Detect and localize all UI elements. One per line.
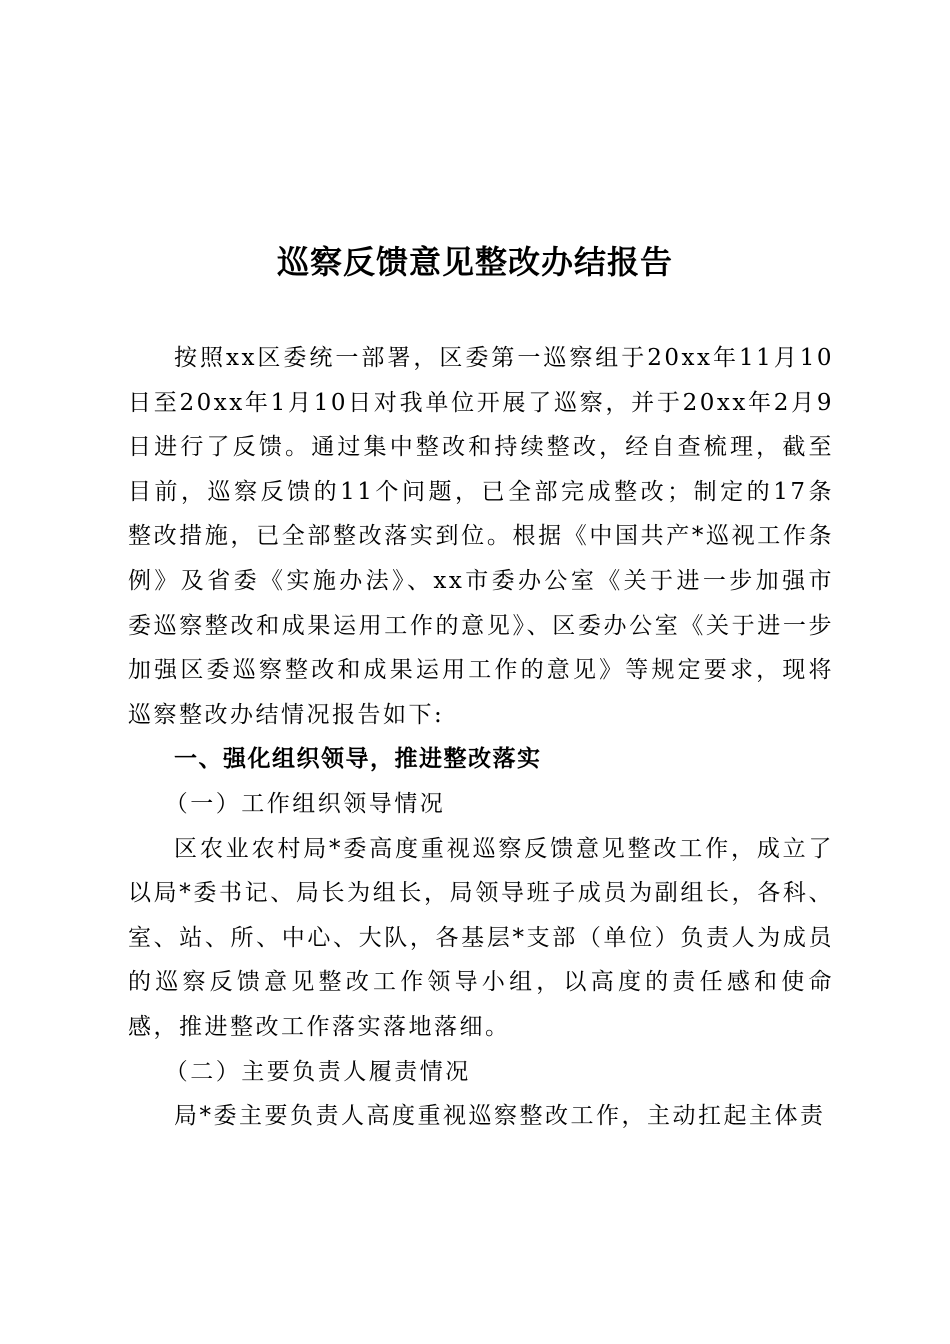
section-1-heading: 一、强化组织领导，推进整改落实 — [174, 746, 542, 773]
subsection-1-heading: （一）工作组织领导情况 — [164, 790, 446, 817]
subsection-2-heading: （二）主要负责人履责情况 — [164, 1058, 471, 1085]
document-body — [128, 336, 834, 1139]
subsection-1-paragraph: 区农业农村局*委高度重视巡察反馈意见整改工作，成立了以局*委书记、局长为组长，局领导班子成员为副组长，各科、室、站、所、中心、大队，各基层*支部（单位）负责人为成员的巡察反馈意见整改工作领导小组，以高度的责任感和使命感，推进整改工作落实落地落细。 — [128, 835, 834, 1040]
document-title: 巡察反馈意见整改办结报告 — [276, 243, 673, 281]
subsection-2-paragraph: 局*委主要负责人高度重视巡察整改工作，主动扛起主体责 — [174, 1103, 826, 1130]
intro-paragraph: 按照xx区委统一部署，区委第一巡察组于20xx年11月10日至20xx年1月10日对我单位开展了巡察，并于20xx年2月9日进行了反馈。通过集中整改和持续整改，经自查梳理，截至目前，巡察反馈的11个问题，已全部完成整改；制定的17条整改措施，已全部整改落实到位。根据《中国共产*巡视工作条例》及省委《实施办法》、xx市委办公室《关于进一步加强市委巡察整改和成果运用工作的意见》、区委办公室《关于进一步加强区委巡察整改和成果运用工作的意见》等规定要求，现将巡察整改办结情况报告如下: — [128, 345, 834, 728]
